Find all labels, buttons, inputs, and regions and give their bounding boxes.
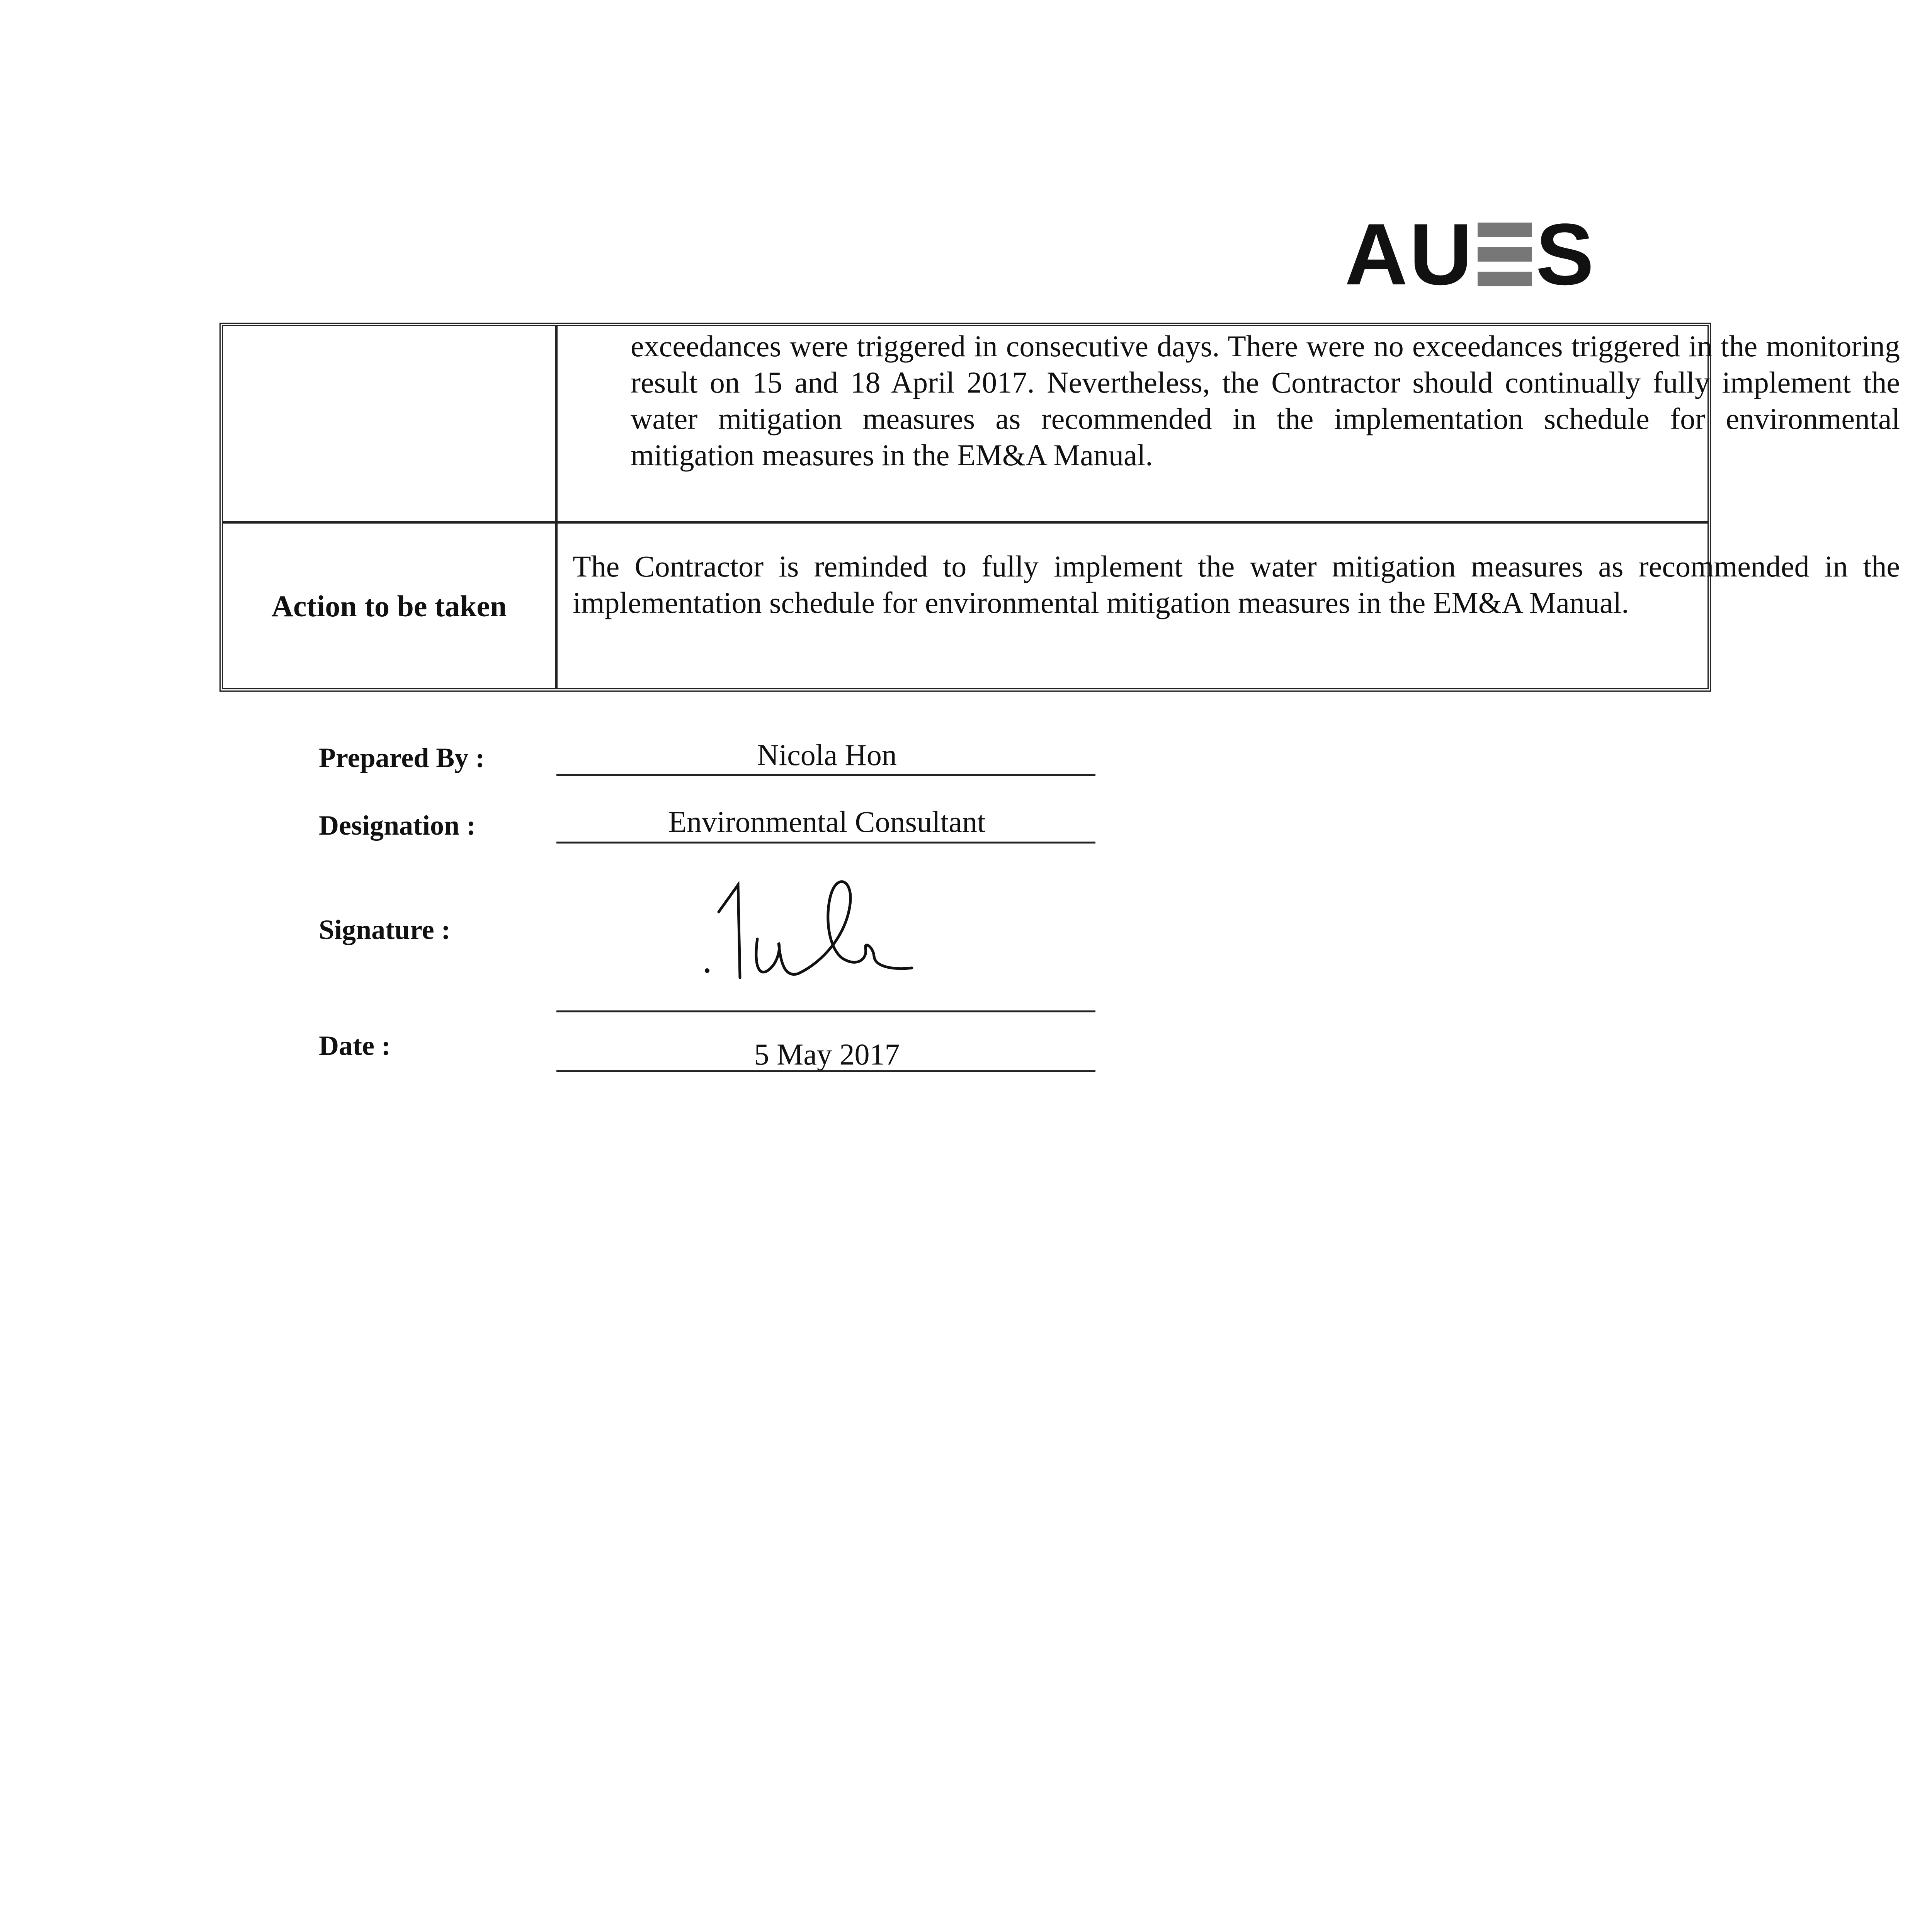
handwritten-signature-icon [696, 869, 966, 997]
prepared-by-underline [556, 774, 1095, 776]
table-row-continuation-text: exceedances were triggered in consecutive days. There were no exceedances triggered in the monitoring result on 15 and 18 April 2017. Nevertheless, the Contractor should continually fully implement the water mitigation measures as recommended in the implementation schedule for environmental mitigation measures in the EM&A Manual. [631, 329, 1900, 472]
prepared-by-value: Nicola Hon [757, 738, 897, 772]
designation-underline [556, 842, 1095, 844]
date-label: Date : [319, 1030, 391, 1061]
incident-table [219, 323, 1900, 692]
prepared-by-label: Prepared By : [319, 742, 485, 773]
logo-text-left: AU [1345, 205, 1474, 303]
designation-value: Environmental Consultant [668, 805, 986, 838]
signature-label: Signature : [319, 914, 451, 945]
date-value: 5 May 2017 [754, 1037, 900, 1071]
action-row-text: The Contractor is reminded to fully implement the water mitigation measures as recommended in the implementation schedule for environmental mitigation measures in the EM&A Manual. [573, 549, 1900, 619]
signature-underline [556, 1010, 1095, 1012]
logo-e-mark-icon [1478, 223, 1532, 286]
company-logo [1345, 205, 1596, 303]
table-column-divider [555, 326, 558, 688]
action-row-label: Action to be taken [271, 589, 507, 623]
designation-label: Designation : [319, 810, 476, 841]
date-underline [556, 1070, 1095, 1072]
logo-text-right: S [1536, 205, 1596, 303]
